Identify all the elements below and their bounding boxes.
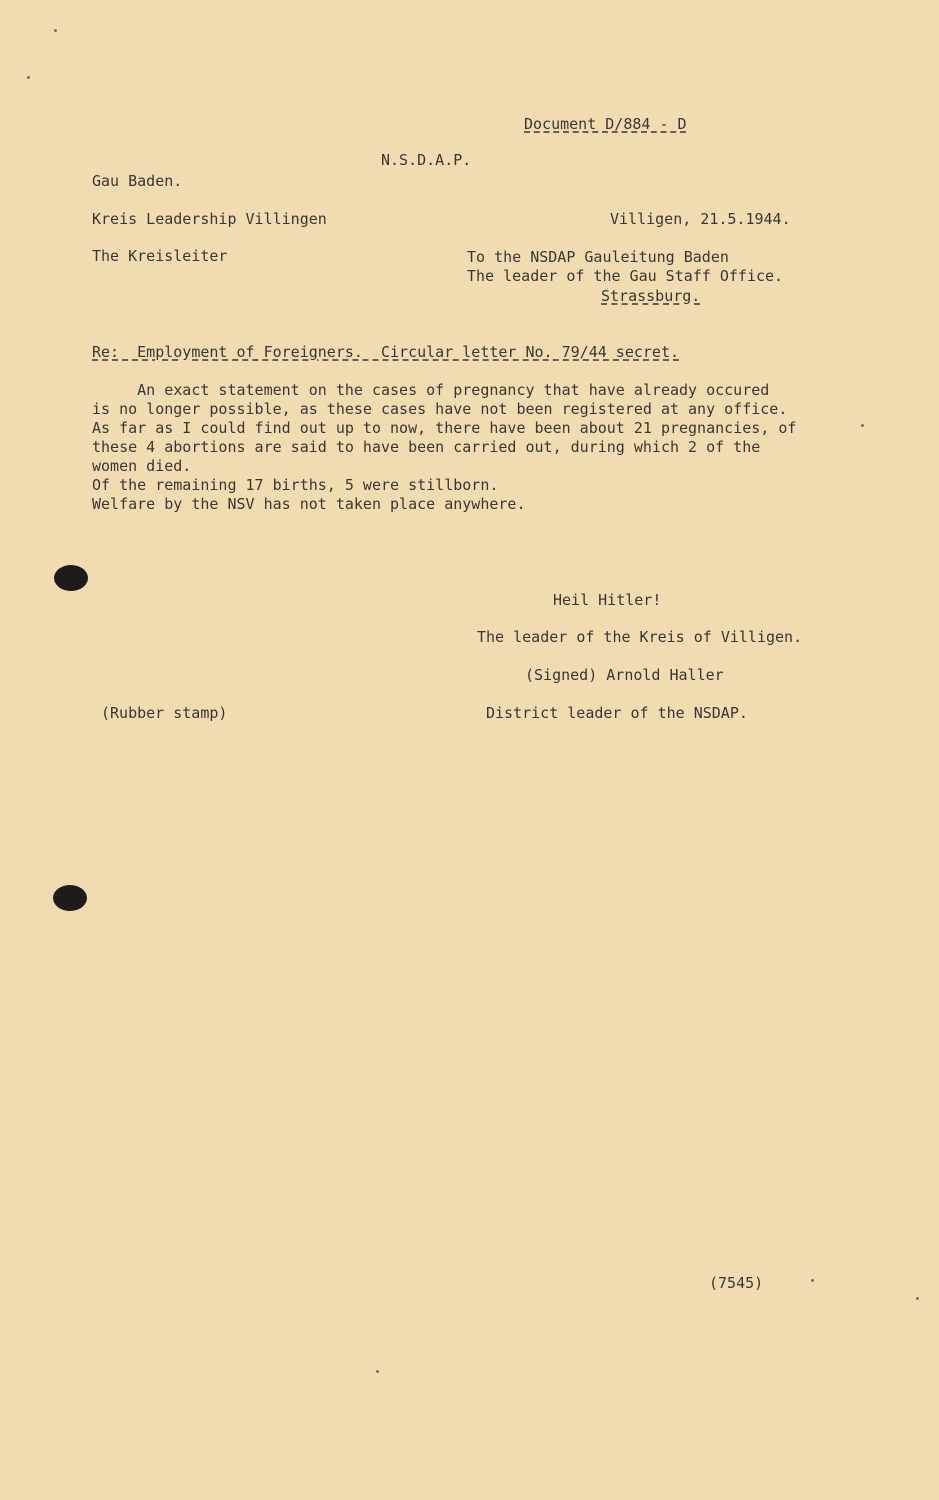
punch-hole — [54, 565, 88, 591]
page-number: (7545) — [709, 1274, 764, 1292]
closing-leader-line: The leader of the Kreis of Villigen. — [477, 628, 803, 646]
document-reference: Document D/884 - D — [524, 115, 687, 133]
closing-title-line: District leader of the NSDAP. — [486, 704, 748, 722]
paper-speck — [54, 29, 57, 32]
signature-line: (Signed) Arnold Haller — [525, 666, 724, 684]
body-line: Welfare by the NSV has not taken place anywhere. — [92, 495, 526, 513]
recipient-line-2: The leader of the Gau Staff Office. — [467, 267, 784, 285]
body-line: these 4 abortions are said to have been carried out, during which 2 of the — [92, 438, 761, 456]
closing-salutation: Heil Hitler! — [553, 591, 662, 609]
stamp-note: (Rubber stamp) — [101, 704, 228, 722]
body-line: women died. — [92, 457, 192, 475]
sender-office: Kreis Leadership Villingen — [92, 210, 327, 228]
paper-speck — [811, 1279, 814, 1282]
place-date: Villigen, 21.5.1944. — [610, 210, 791, 228]
paper-speck — [916, 1297, 919, 1300]
party-heading: N.S.D.A.P. — [381, 151, 472, 169]
recipient-line-1: To the NSDAP Gauleitung Baden — [467, 248, 729, 266]
paper-speck — [27, 76, 30, 79]
gau-name: Gau Baden. — [92, 172, 183, 190]
body-line: Of the remaining 17 births, 5 were stillborn. — [92, 476, 499, 494]
recipient-line-3: Strassburg. — [601, 287, 701, 305]
letter-body — [92, 381, 852, 514]
paper-speck — [861, 424, 864, 427]
punch-hole — [53, 885, 87, 911]
body-line: An exact statement on the cases of pregnancy that have already occured — [92, 381, 770, 399]
subject-line: Re: Employment of Foreigners. Circular letter No. 79/44 secret. — [92, 343, 679, 361]
sender-title: The Kreisleiter — [92, 247, 228, 265]
body-line: As far as I could find out up to now, there have been about 21 pregnancies, of — [92, 419, 797, 437]
body-line: is no longer possible, as these cases have not been registered at any office. — [92, 400, 788, 418]
paper-speck — [376, 1370, 379, 1373]
